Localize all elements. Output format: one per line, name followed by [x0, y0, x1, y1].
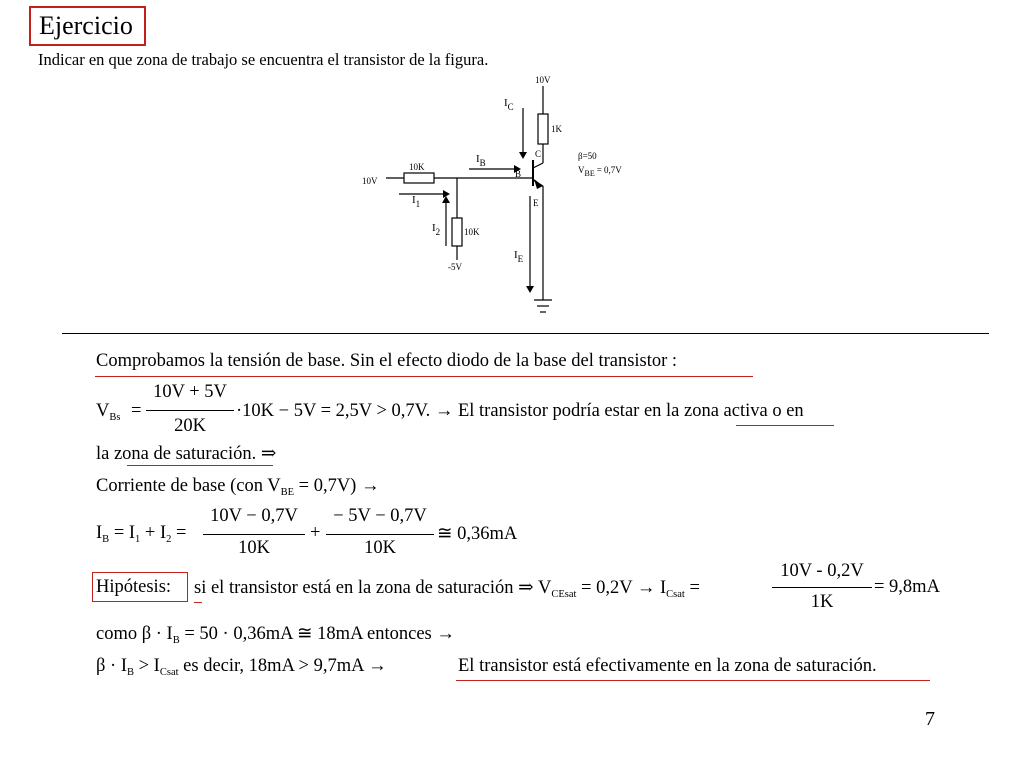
- vcc-label: 10V: [535, 75, 551, 85]
- vin-label: 10V: [362, 176, 378, 186]
- zona-saturacion-underline: [127, 465, 273, 466]
- final-post: es decir, 18mA > 9,7mA →: [178, 656, 387, 676]
- ie-arrowhead-icon: [526, 286, 534, 293]
- ib-plus-operator: +: [310, 523, 321, 543]
- vbe-label: [578, 165, 622, 178]
- icsat-subscript: Csat: [666, 589, 685, 600]
- ib-sub-text: B: [102, 534, 110, 545]
- ib-eq-i1: = I: [109, 523, 136, 543]
- icsat-denominator: 1K: [810, 592, 834, 612]
- collector-resistor: [538, 114, 548, 144]
- ib-label: [476, 153, 486, 168]
- rb-label: 10K: [409, 162, 425, 172]
- icsat-fraction: [772, 561, 872, 619]
- vbs-lhs: [96, 401, 120, 423]
- page-number: 7: [925, 708, 935, 730]
- ib-equation-lhs: [96, 523, 186, 545]
- ie-label: [514, 249, 524, 264]
- exercise-statement: Indicar en que zona de trabajo se encuentra el transistor de la figura.: [38, 50, 489, 69]
- ib-subscript: B: [479, 158, 486, 168]
- rc-label: 1K: [551, 124, 562, 134]
- i2-label: [432, 222, 440, 237]
- i1-label: [412, 194, 420, 209]
- section-divider: [62, 333, 989, 334]
- emitter-arrowhead-icon: [534, 179, 543, 189]
- vbe-prefix: V: [578, 165, 585, 175]
- i2-numerator: − 5V − 0,7V: [333, 506, 427, 526]
- hypothesis-mid: = 0,2V → I: [576, 578, 667, 598]
- vbe-value: = 0,7V: [596, 165, 622, 175]
- icsat-result: = 9,8mA: [874, 577, 940, 597]
- i2-sub-text: 2: [166, 534, 172, 545]
- i2-letter: I: [432, 222, 436, 234]
- beta-ib-prefix: como β · I: [96, 624, 173, 644]
- beta-label: β=50: [578, 151, 597, 161]
- i2-denominator: 10K: [364, 538, 396, 558]
- final-sub-b: B: [126, 667, 134, 678]
- i2-fraction-bar: [326, 534, 434, 535]
- ic-letter: I: [504, 97, 508, 109]
- intro-underline: [95, 376, 753, 377]
- ie-subscript: E: [517, 254, 524, 264]
- hypothesis-underline: [194, 602, 202, 603]
- base-voltage-intro: Comprobamos la tensión de base. Sin el efecto diodo de la base del transistor :: [96, 351, 678, 371]
- ib-letter: I: [476, 153, 480, 165]
- i1-arrowhead-icon: [443, 190, 450, 198]
- bias-resistor: [452, 218, 462, 246]
- icsat-numerator: 10V - 0,2V: [780, 561, 864, 581]
- vbs-subscript: Bs: [109, 412, 121, 423]
- base-current-intro: [96, 476, 379, 498]
- vbs-letter: V: [96, 401, 110, 421]
- vbs-result: ·10K − 5V = 2,5V > 0,7V. → El transistor podría estar en la zona activa o en: [236, 401, 804, 421]
- i2-subscript: 2: [435, 227, 441, 237]
- conclusion-inequality: [96, 656, 387, 678]
- r2-label: 10K: [464, 227, 480, 237]
- ib-letter-text: I: [96, 523, 103, 543]
- vbs-fraction-bar: [146, 410, 234, 411]
- base-current-suffix: = 0,7V) →: [294, 476, 380, 496]
- i1-fraction-bar: [203, 534, 305, 535]
- transistor-collector-lead: [533, 163, 543, 168]
- vbs-fraction: [146, 382, 234, 440]
- slide-title: Ejercicio: [29, 6, 146, 46]
- ib-plus-i2: + I: [140, 523, 167, 543]
- vbs-equals: =: [131, 401, 142, 421]
- vbs-denominator: 20K: [174, 416, 206, 436]
- ie-letter: I: [514, 249, 518, 261]
- hypothesis-label: Hipótesis:: [96, 577, 172, 597]
- zona-activa-underline: [736, 425, 834, 426]
- base-node-label: B: [515, 169, 522, 179]
- beta-ib-subscript: B: [172, 635, 180, 646]
- conclusion-underline: [456, 680, 930, 681]
- emitter-node-label: E: [533, 198, 539, 208]
- vneg-label: -5V: [448, 262, 462, 272]
- ic-label: [504, 97, 514, 112]
- ib-result: ≅ 0,36mA: [437, 524, 518, 544]
- ic-subscript: C: [507, 102, 514, 112]
- collector-node-label: C: [535, 149, 542, 159]
- hypothesis-text: [194, 577, 700, 600]
- icsat-fraction-bar: [772, 587, 872, 588]
- vbe-subscript: BE: [584, 169, 595, 178]
- i1-numerator: 10V − 0,7V: [210, 506, 298, 526]
- final-mid: > I: [134, 656, 160, 676]
- i1-fraction: [203, 506, 305, 564]
- conclusion-text: El transistor está efectivamente en la zona de saturación.: [458, 656, 877, 676]
- final-sub-csat: Csat: [159, 667, 179, 678]
- i1-sub-text: 1: [135, 534, 141, 545]
- i2-fraction: [326, 506, 434, 564]
- beta-ib-suffix: = 50 · 0,36mA ≅ 18mA entonces →: [179, 624, 455, 644]
- i1-denominator: 10K: [238, 538, 270, 558]
- ib-equals: =: [171, 523, 187, 543]
- beta-ib-line: [96, 623, 455, 646]
- i1-letter: I: [412, 194, 416, 206]
- vbe-subscript-text: BE: [280, 487, 295, 498]
- final-prefix: β · I: [96, 656, 127, 676]
- base-current-prefix: Corriente de base (con V: [96, 476, 281, 496]
- hypothesis-equals: =: [684, 578, 700, 598]
- saturation-zone-line: la zona de saturación. ⇒: [96, 444, 277, 464]
- ic-arrowhead-icon: [519, 152, 527, 159]
- hypothesis-body: si el transistor está en la zona de saturación ⇒ V: [194, 578, 552, 598]
- vcesat-subscript: CEsat: [551, 589, 577, 600]
- i1-subscript: 1: [415, 199, 421, 209]
- transistor-circuit-diagram: [350, 72, 640, 322]
- base-resistor: [404, 173, 434, 183]
- vbs-numerator: 10V + 5V: [153, 382, 227, 402]
